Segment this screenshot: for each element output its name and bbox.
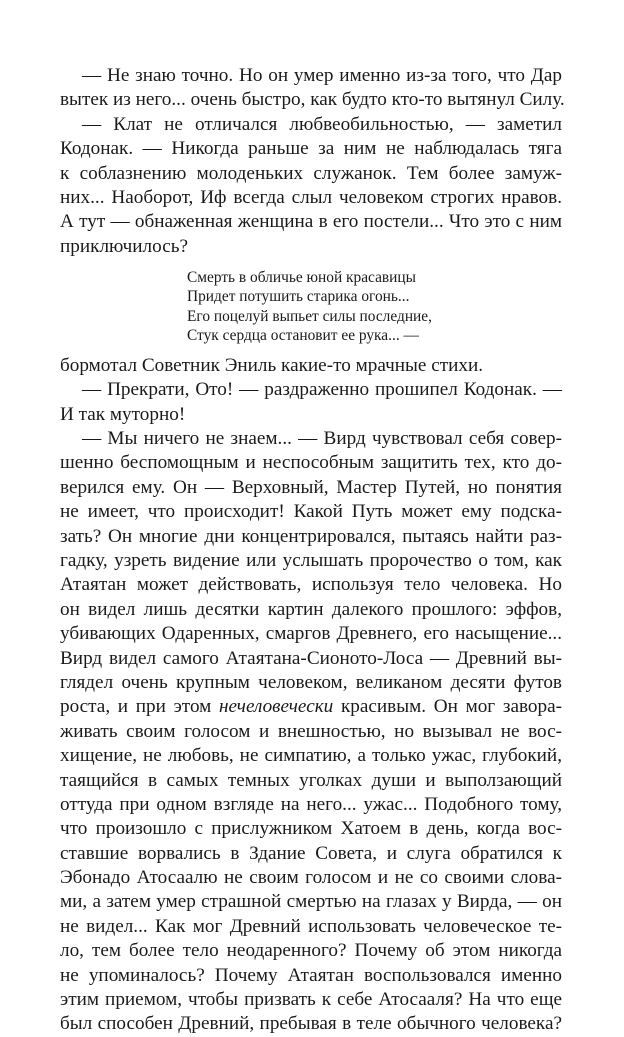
text-line: — Не знаю точно. Но он умер именно из-за того, что Дар [82, 65, 562, 86]
text-line: ставшие ворвались в Здание Совета, и слуга обратился к [60, 842, 562, 864]
verse-line: Его поцелуй выпьет силы последние, [187, 307, 432, 325]
text-line: не видел... Как мог Древний использовать человеческое те- [60, 915, 562, 937]
text-line: приключилось? [60, 235, 188, 257]
text-line: таящийся в самых темных уголках души и выползающий [60, 769, 562, 791]
text-line: убивающих Одаренных, смаргов Древнего, его насыщение... [60, 623, 562, 645]
verse-line: Смерть в обличье юной красавицы [187, 269, 416, 287]
text-line: что произошло с прислужником Хатоем в день, когда вос- [60, 818, 562, 840]
text-line-with-italic [60, 695, 562, 719]
text-line: Эбонадо Атосаалю не своим голосом и не со своими слова- [60, 867, 562, 889]
text-line: зать? Он многие дни концентрировался, пытаясь найти раз- [60, 525, 562, 547]
book-page [60, 64, 565, 1037]
italic-word: нечеловечески [219, 696, 334, 718]
text-line: — Клат не отличался любвеобильностью, — заметил [82, 113, 562, 135]
text-line: не имеет, что происходит! Какой Путь может ему подска- [60, 501, 562, 523]
text-line: Вирд видел самого Атаятана-Сионото-Лоса — Древний вы- [60, 647, 562, 669]
text-line: них... Наоборот, Иф всегда слыл человеком строгих нравов. [60, 186, 562, 208]
text-line: глядел очень крупным человеком, великаном десяти футов [60, 671, 562, 693]
text-line: хищение, не любовь, не симпатию, а только ужас, глубокий, [60, 745, 562, 767]
verse-line: Стук сердца остановит ее рука... — [187, 326, 419, 344]
text-line: этим приемом, чтобы призвать к себе Атосааля? На что еще [60, 989, 562, 1011]
text-line: А тут — обнаженная женщина в его постели... Что это с ним [60, 211, 562, 233]
text-line: верился ему. Он — Верховный, Мастер Путей, но понятия [60, 476, 562, 498]
text-line: живать своим голосом и внешностью, но вызывал не вос- [60, 720, 562, 742]
text-line: был способен Древний, пребывая в теле обычного человека? [60, 1013, 562, 1035]
text-line: не упоминалось? Почему Атаятан воспользовался именно [60, 964, 562, 986]
text-line: И так муторно! [60, 403, 186, 425]
text-line: вытек из него... очень быстро, как будто кто-то вытянул Силу. [60, 89, 565, 111]
text-line: бормотал Советник Эниль какие-то мрачные стихи. [60, 354, 484, 376]
text-line: ми, а затем умер страшной смертью на глазах у Вирда, — он [60, 891, 562, 913]
verse-line: Придет потушить старика огонь... [187, 288, 410, 306]
text-line: — Прекрати, Ото! — раздраженно прошипел Кодонак. — [82, 379, 562, 401]
verse-block [187, 268, 562, 345]
text-line: Атаятан может действовать, используя тело человека. Но [60, 574, 562, 596]
text-line: оттуда при одном взгляде на него... ужас... Подобного тому, [60, 793, 562, 815]
text-line: шенно беспомощным и неспособным защитить тех, кто до- [60, 452, 562, 474]
text-segment: красивым. Он мог заворa- [333, 696, 562, 718]
text-line: — Мы ничего не знаем... — Вирд чувствовал себя совер- [82, 428, 562, 450]
text-line: Кодонак. — Никогда раньше за ним не наблюдалась тяга [60, 138, 562, 160]
text-segment: роста, и при этом [60, 696, 220, 718]
text-line: к соблазнению молоденьких служанок. Тем более замуж- [60, 162, 562, 184]
text-line: гадку, узреть видение или услышать пророчество о том, как [60, 550, 562, 571]
text-line: ло, тем более тело неодаренного? Почему об этом никогда [60, 940, 562, 962]
text-line: он видел лишь десятки картин далекого прошлого: эффов, [60, 598, 562, 620]
